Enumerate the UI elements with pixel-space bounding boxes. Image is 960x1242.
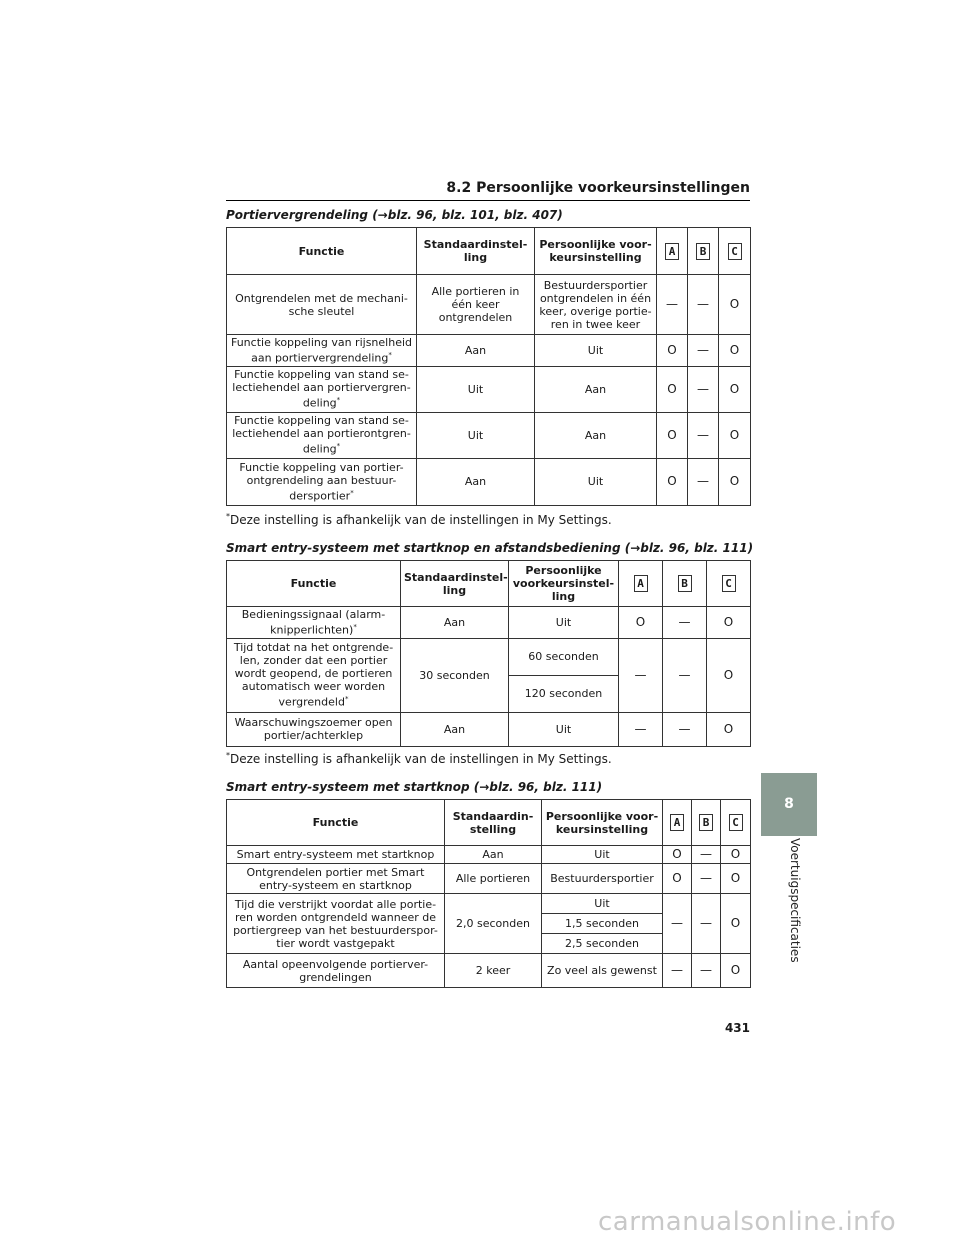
cell-b: — [688, 275, 719, 335]
cell-functie: Functie koppeling van stand se-lectiehendel aan portierontgren-deling* [227, 412, 417, 458]
cell-standaard: Aan [417, 458, 535, 505]
table-row [227, 275, 751, 335]
table-row [227, 366, 751, 412]
header-c: C [721, 800, 751, 846]
cell-functie: Bedieningssignaal (alarm-knipperlichten)* [227, 607, 401, 639]
cell-c: O [707, 712, 751, 746]
chapter-tab: 8 [761, 773, 817, 836]
cell-functie: Ontgrendelen portier met Smart entry-systeem en startknop [227, 864, 445, 894]
cell-persoonlijk: Zo veel als gewenst [542, 954, 663, 988]
cell-standaard: 2 keer [445, 954, 542, 988]
cell-persoonlijk: 60 seconden [509, 638, 619, 675]
header-a: A [663, 800, 692, 846]
header-functie: Functie [227, 228, 417, 275]
cell-b: — [692, 846, 721, 864]
cell-b: — [688, 335, 719, 367]
header-persoonlijk: Persoonlijke voorkeursinstel-ling [509, 561, 619, 607]
table-header-row [227, 561, 751, 607]
cell-persoonlijk: Bestuurdersportier [542, 864, 663, 894]
watermark: carmanualsonline.info [598, 1207, 897, 1237]
cell-b: — [688, 412, 719, 458]
header-standaard: Standaardinstel-ling [401, 561, 509, 607]
cell-a: — [663, 894, 692, 954]
cell-a: — [619, 712, 663, 746]
cell-a: O [663, 864, 692, 894]
cell-b: — [663, 607, 707, 639]
cell-standaard: Alle portieren [445, 864, 542, 894]
cell-functie: Tijd totdat na het ontgrende-len, zonder dat een portier wordt geopend, de portieren automatisch weer worden vergrendeld* [227, 638, 401, 712]
table-row [227, 894, 751, 914]
cell-functie: Aantal opeenvolgende portierver-grendelingen [227, 954, 445, 988]
cell-functie: Waarschuwingszoemer open portier/achterklep [227, 712, 401, 746]
cell-persoonlijk: 120 seconden [509, 675, 619, 712]
cell-b: — [688, 458, 719, 505]
cell-c: O [721, 846, 751, 864]
cell-c: O [721, 894, 751, 954]
cell-standaard: Aan [417, 335, 535, 367]
cell-a: O [657, 335, 688, 367]
header-functie: Functie [227, 800, 445, 846]
header-c: C [707, 561, 751, 607]
footnote-section2: *Deze instelling is afhankelijk van de instellingen in My Settings. [226, 751, 612, 766]
cell-b: — [692, 894, 721, 954]
section-title-smart-entry-startknop: Smart entry-systeem met startknop (→blz. 96, blz. 111) [226, 780, 603, 794]
cell-standaard: Aan [401, 712, 509, 746]
cell-persoonlijk: Uit [509, 607, 619, 639]
cell-standaard: Aan [401, 607, 509, 639]
cell-persoonlijk: Uit [535, 458, 657, 505]
cell-c: O [719, 275, 751, 335]
cell-c: O [719, 412, 751, 458]
page-number: 431 [724, 1021, 750, 1035]
header-b: B [688, 228, 719, 275]
cell-persoonlijk: Uit [542, 846, 663, 864]
cell-a: — [619, 638, 663, 712]
table-row [227, 638, 751, 675]
cell-persoonlijk: Uit [535, 335, 657, 367]
cell-functie: Tijd die verstrijkt voordat alle portie-ren worden ontgrendeld wanneer de portiergreep van het bestuurderspor-tier wordt vastgepakt [227, 894, 445, 954]
header-standaard: Standaardinstel-ling [417, 228, 535, 275]
header-a: A [657, 228, 688, 275]
cell-functie: Functie koppeling van portier-ontgrendeling aan bestuur-dersportier* [227, 458, 417, 505]
page-header: 8.2 Persoonlijke voorkeursinstellingen [446, 180, 750, 196]
header-c: C [719, 228, 751, 275]
cell-persoonlijk: 2,5 seconden [542, 934, 663, 954]
table-row [227, 864, 751, 894]
cell-functie: Smart entry-systeem met startknop [227, 846, 445, 864]
cell-c: O [721, 954, 751, 988]
cell-c: O [719, 458, 751, 505]
section-title-smart-entry-afstandsbediening: Smart entry-systeem met startknop en afstandsbediening (→blz. 96, blz. 111) [226, 541, 754, 555]
cell-a: O [619, 607, 663, 639]
cell-b: — [692, 954, 721, 988]
cell-b: — [663, 712, 707, 746]
table-row [227, 335, 751, 367]
cell-a: — [663, 954, 692, 988]
table-row [227, 846, 751, 864]
section-title-portiervergrendeling: Portiervergrendeling (→blz. 96, blz. 101, blz. 407) [226, 208, 563, 222]
cell-persoonlijk: Aan [535, 412, 657, 458]
cell-b: — [663, 638, 707, 712]
header-standaard: Standaardin-stelling [445, 800, 542, 846]
table-header-row [227, 228, 751, 275]
header-b: B [692, 800, 721, 846]
table-smart-entry-afstandsbediening [226, 560, 751, 747]
header-b: B [663, 561, 707, 607]
cell-persoonlijk: Bestuurdersportier ontgrendelen in één keer, overige portie-ren in twee keer [535, 275, 657, 335]
table-row [227, 458, 751, 505]
cell-c: O [707, 607, 751, 639]
cell-persoonlijk: Aan [535, 366, 657, 412]
table-row [227, 954, 751, 988]
table-row [227, 607, 751, 639]
cell-persoonlijk: 1,5 seconden [542, 914, 663, 934]
cell-functie: Functie koppeling van stand se-lectiehendel aan portiervergren-deling* [227, 366, 417, 412]
table-row [227, 412, 751, 458]
cell-c: O [707, 638, 751, 712]
cell-a: — [657, 275, 688, 335]
cell-functie: Ontgrendelen met de mechani-sche sleutel [227, 275, 417, 335]
cell-a: O [657, 412, 688, 458]
chapter-title: Voertuigspecificaties [788, 838, 802, 963]
cell-standaard: 30 seconden [401, 638, 509, 712]
cell-standaard: Uit [417, 366, 535, 412]
cell-functie: Functie koppeling van rijsnelheid aan portiervergrendeling* [227, 335, 417, 367]
cell-a: O [657, 366, 688, 412]
cell-standaard: Alle portieren in één keer ontgrendelen [417, 275, 535, 335]
cell-persoonlijk: Uit [509, 712, 619, 746]
cell-a: O [663, 846, 692, 864]
table-portiervergrendeling [226, 227, 751, 506]
header-a: A [619, 561, 663, 607]
table-row [227, 712, 751, 746]
table-smart-entry-startknop [226, 799, 751, 988]
header-persoonlijk: Persoonlijke voor-keursinstelling [535, 228, 657, 275]
cell-b: — [692, 864, 721, 894]
cell-c: O [721, 864, 751, 894]
cell-c: O [719, 366, 751, 412]
table-header-row [227, 800, 751, 846]
footnote-section1: *Deze instelling is afhankelijk van de instellingen in My Settings. [226, 512, 612, 527]
cell-b: — [688, 366, 719, 412]
cell-c: O [719, 335, 751, 367]
header-functie: Functie [227, 561, 401, 607]
cell-persoonlijk: Uit [542, 894, 663, 914]
cell-standaard: Aan [445, 846, 542, 864]
cell-a: O [657, 458, 688, 505]
header-persoonlijk: Persoonlijke voor-keursinstelling [542, 800, 663, 846]
cell-standaard: Uit [417, 412, 535, 458]
header-divider [226, 200, 750, 201]
cell-standaard: 2,0 seconden [445, 894, 542, 954]
